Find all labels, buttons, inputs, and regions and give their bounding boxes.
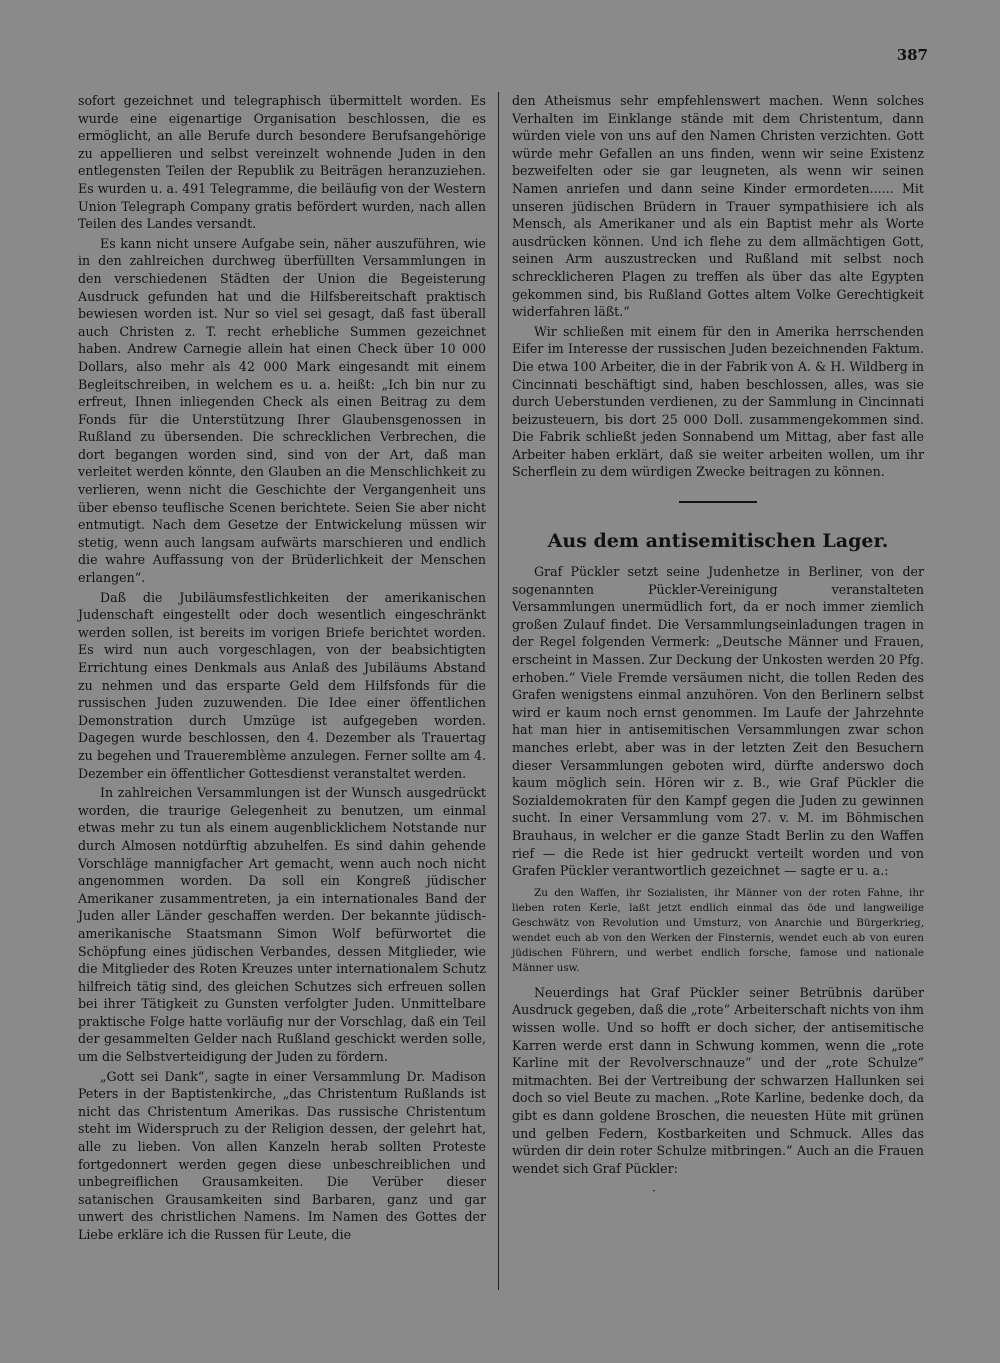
paragraph: Wir schließen mit einem für den in Amerika herrschenden Eifer im Interesse der russischen Juden bezeichnenden Faktum. Die etwa 100 Arbeiter, die in der Fabrik von A. & H. Wildberg in Cincinnati beschäftigt sind, haben beschlossen, alles, was sie durch Ueberstunden verdienen, zu der Sammlung in Cincinnati beizusteuern, bis dort 25 000 Doll. zusammengekommen sind. Die Fabrik schließt jeden Sonnabend um Mittag, aber fast alle Arbeiter haben erklärt, daß sie weiter arbeiten wollen, um ihr Scherflein zu dem würdigen Zwecke beitragen zu können. xyxy=(512,323,924,480)
paragraph: sofort gezeichnet und telegraphisch übermittelt worden. Es wurde eine eigenartige Organisation beschlossen, die es ermöglicht, an alle Berufe durch besondere Berufsangehörige zu appellieren und selbst vereinzelt wohnende Juden in den entlegensten Teilen der Republik zu Beiträgen heranzuziehen. Es wurden u. a. 491 Telegramme, die beiläufig von der Western Union Telegraph Company gratis befördert wurden, nach allen Teilen des Landes versandt. xyxy=(78,93,486,232)
section-title: Aus dem antisemitischen Lager. xyxy=(547,530,889,553)
right-column xyxy=(512,92,924,1201)
trailing-mark: · xyxy=(652,1184,656,1199)
page-number: 387 xyxy=(896,46,928,64)
paragraph: den Atheismus sehr empfehlenswert machen. Wenn solches Verhalten im Einklange stände mit dem Christentum, dann würden viele von uns auf den Namen Christen verzichten. Gott würde mehr Gefallen an uns finden, wenn wir seine Existenz bezweifelten oder sie gar leugneten, als wenn wir seinen Namen anriefen und dann seine Kinder ermordeten...... Mit unseren jüdischen Brüdern in Trauer sympathisiere ich als Mensch, als Amerikaner und als ein Baptist mehr als Worte ausdrücken können. Und ich flehe zu dem allmächtigen Gott, seinen Arm auszustrecken und Rußland mit selbst noch schrecklicheren Plagen zu treffen als über das alte Egypten gekommen sind, bis Rußland Gottes altem Volke Gerechtigkeit widerfahren läßt.“ xyxy=(512,93,924,320)
quote-text: Zu den Waffen, ihr Sozialisten, ihr Männer von der roten Fahne, ihr lieben roten Kerle, laßt jetzt endlich einmal das öde und langweilige Geschwätz von Revolution und Umsturz, von Anarchie und Bürgerkrieg, wendet euch ab von den Werken der Finsternis, wendet euch ab von euren jüdischen Führern, und werbet endlich forsche, famose und nationale Männer usw. xyxy=(512,886,924,974)
section-divider xyxy=(679,501,757,503)
paragraph: Graf Pückler setzt seine Judenhetze in Berliner, von der sogenannten Pückler-Vereinigung veranstalteten Versammlungen unermüdlich fort, da er noch immer ziemlich großen Zulauf findet. Die Versammlungseinladungen tragen in der Regel folgenden Vermerk: „Deutsche Männer und Frauen, erscheint in Massen. Zur Deckung der Unkosten werden 20 Pfg. erhoben.“ Viele Fremde versäumen nicht, die tollen Reden des Grafen wenigstens einmal anzuhören. Von den Berlinern selbst wird er kaum noch ernst genommen. Im Laufe der Jahrzehnte hat man hier in antisemitischen Versammlungen zwar schon manches erlebt, aber was in der letzten Zeit den Besuchern dieser Versammlungen geboten wird, dürfte anderswo doch kaum möglich sein. Hören wir z. B., wie Graf Pückler die Sozialdemokraten für den Kampf gegen die Juden zu gewinnen sucht. In einer Versammlung vom 27. v. M. im Böhmischen Brauhaus, in welcher er die ganze Stadt Berlin zu den Waffen rief — die Rede ist hier gedruckt verteilt worden und von Grafen Pückler verantwortlich gezeichnet — sagte er u. a.: xyxy=(512,564,924,879)
paragraph: „Gott sei Dank“, sagte in einer Versammlung Dr. Madison Peters in der Baptistenkirche, „das Christentum Rußlands ist nicht das Christentum Amerikas. Das russische Christentum steht im Widerspruch zu der Religion dessen, der gelehrt hat, alle zu lieben. Von allen Kanzeln herab sollten Proteste fortgedonnert werden gegen diese unbeschreiblichen und unbegreiflichen Grausamkeiten. Die Verüber dieser satanischen Grausamkeiten sind Barbaren, ganz und gar unwert des christlichen Namens. Im Namen des Gottes der Liebe erkläre ich die Russen für Leute, die xyxy=(78,1068,486,1242)
paragraph: In zahlreichen Versammlungen ist der Wunsch ausgedrückt worden, die traurige Gelegenheit zu benutzen, um einmal etwas mehr zu tun als einem augenblicklichem Notstande nur durch Almosen notdürftig abzuhelfen. Es sind dahin gehende Vorschläge mannigfacher Art gemacht, wenn auch noch nicht angenommen worden. Da soll ein Kongreß jüdischer Amerikaner zusammentreten, ja ein internationales Band der Juden aller Länder geschaffen werden. Der bekannte jüdisch-amerikanische Staatsmann Simon Wolf befürwortet die Schöpfung eines jüdischen Verbandes, dessen Mitglieder, wie die Mitglieder des Roten Kreuzes unter internationalem Schutz hilfreich tätig sind, des gleichen Schutzes sich erfreuen sollen bei ihrer Tätigkeit zu Gunsten verfolgter Juden. Unmittelbare praktische Folge hatte vorläufig nur der Vorschlag, daß ein Teil der gesammelten Gelder nach Rußland geschickt werden solle, um die Selbstverteidigung der Juden zu fördern. xyxy=(78,785,486,1065)
column-divider xyxy=(498,92,499,1290)
left-column xyxy=(78,92,486,1246)
paragraph: Es kann nicht unsere Aufgabe sein, näher auszuführen, wie in den zahlreichen durchweg überfüllten Versammlungen in den verschiedenen Städten der Union die Begeisterung Ausdruck gefunden hat und die Hilfsbereitschaft praktisch bewiesen worden ist. Nur so viel sei gesagt, daß fast überall auch Christen z. T. recht erhebliche Summen gezeichnet haben. Andrew Carnegie allein hat einen Check über 10 000 Dollars, also mehr als 42 000 Mark eingesandt mit einem Begleitschreiben, in welchem es u. a. heißt: „Ich bin nur zu erfreut, Ihnen inliegenden Check als einen Beitrag zu dem Fonds für die Unterstützung Ihrer Glaubensgenossen in Rußland zu übersenden. Die schrecklichen Verbrechen, die dort begangen worden sind, sind von der Art, daß man verleitet werden könnte, den Glauben an die Menschlichkeit zu verlieren, wenn nicht die Geschichte der Vergangenheit uns über ebenso teuflische Scenen berichtete. Seien Sie aber nicht entmutigt. Nach dem Gesetze der Entwickelung müssen wir stetig, wenn auch langsam aufwärts marschieren und endlich die wahre Auffassung von der Brüderlichkeit der Menschen erlangen“. xyxy=(78,235,486,586)
paragraph: Daß die Jubiläumsfestlichkeiten der amerikanischen Judenschaft eingestellt oder doch wesentlich eingeschränkt werden sollen, ist bereits im vorigen Briefe berichtet worden. Es wird nun auch vorgeschlagen, von der beabsichtigten Errichtung eines Denkmals aus Anlaß des Jubiläums Abstand zu nehmen und das ersparte Geld dem Hilfsfonds für die russischen Juden zuzuwenden. Die Idee einer öffentlichen Demonstration durch Umzüge ist aufgegeben worden. Dagegen wurde beschlossen, den 4. Dezember als Trauertag zu begehen und Traueremblème anzulegen. Ferner sollte am 4. Dezember ein öffentlicher Gottesdienst veranstaltet werden. xyxy=(78,589,486,781)
paragraph: Neuerdings hat Graf Pückler seiner Betrübnis darüber Ausdruck gegeben, daß die „rote“ Arbeiterschaft nichts von ihm wissen wolle. Und so hofft er doch sicher, der antisemitische Karren werde erst dann in Schwung kommen, wenn die „rote Karline mit der Revolverschnauze“ und der „rote Schulze“ mitmachten. Bei der Vertreibung der schwarzen Hallunken sei doch so viel Beute zu machen. „Rote Karline, bedenke doch, da gibt es dann goldene Broschen, die neuesten Hüte mit grünen und gelben Federn, Kostbarkeiten und Schmuck. Alles das würden dir dein roter Schulze mitbringen.“ Auch an die Frauen wendet sich Graf Pückler: xyxy=(512,984,924,1176)
block-quote xyxy=(512,886,924,976)
